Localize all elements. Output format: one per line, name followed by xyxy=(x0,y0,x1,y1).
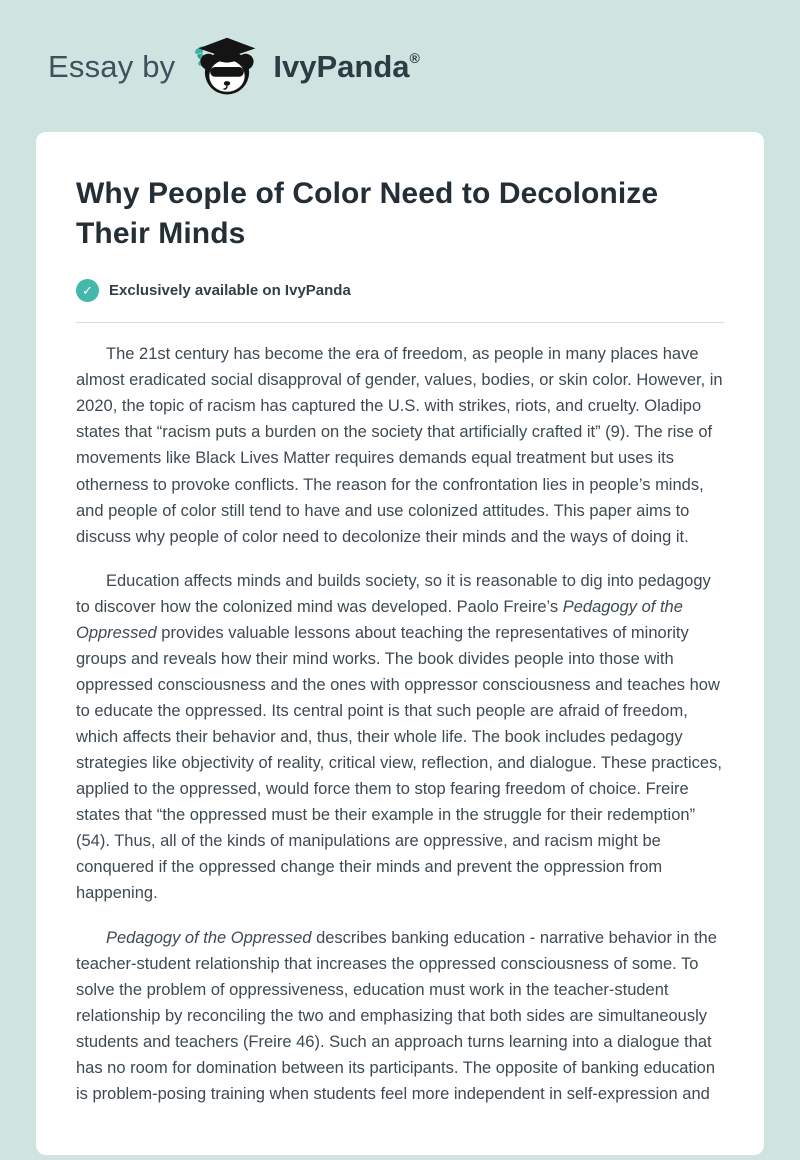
essay-by-label: Essay by xyxy=(48,49,176,84)
paragraph-text: provides valuable lessons about teaching the representatives of minority groups and reveals how their mind works. The book divides people into those with oppressed consciousness and the ones with oppressor consciousness and teaches how to educate the oppressed. Its central point is that such people are afraid of freedom, which affects their behavior and, thus, their whole life. The book includes pedagogy strategies like objectivity of reality, critical view, reflection, and dialogue. These practices, applied to the oppressed, would force them to stop fearing freedom of choice. Freire states that “the oppressed must be their example in the struggle for their redemption” (54). Thus, all of the kinds of manipulations are oppressive, and racism might be conquered if the oppressed change their minds and prevent the oppression from happening. xyxy=(76,623,722,903)
brand-wordmark xyxy=(273,49,419,85)
paragraph-text: Education affects minds and builds society, so it is reasonable to dig into pedagogy to discover how the colonized mind was developed. Paolo Freire’s xyxy=(76,571,711,616)
brand-name: IvyPanda xyxy=(273,49,410,84)
essay-card xyxy=(36,132,764,1155)
registered-mark: ® xyxy=(409,50,420,66)
essay-title: Why People of Color Need to Decolonize Their Minds xyxy=(76,177,659,250)
availability-badge xyxy=(76,279,724,302)
book-title-italic: Pedagogy of the Oppressed xyxy=(76,597,683,642)
page-header xyxy=(0,0,800,100)
book-title-italic: Pedagogy of the Oppressed xyxy=(106,928,312,947)
ivypanda-panda-logo-icon xyxy=(191,36,263,98)
paragraph-text: The 21st century has become the era of freedom, as people in many places have almost eradicated social disapproval of gender, values, bodies, or skin color. However, in 2020, the topic of racism has captured the U.S. with strikes, riots, and cruelty. Oladipo states that “racism puts a burden on the society that artificially crafted it” (9). The rise of movements like Black Lives Matter requires demands equal treatment but uses its otherness to provoke conflicts. The reason for the confrontation lies in people’s minds, and people of color still tend to have and use colonized attitudes. This paper aims to discuss why people of color need to decolonize their minds and the ways of doing it. xyxy=(76,345,723,546)
check-icon: ✓ xyxy=(76,279,99,302)
essay-paragraph xyxy=(76,925,724,1107)
essay-body xyxy=(76,341,724,1107)
essay-paragraph xyxy=(76,568,724,907)
divider xyxy=(76,322,724,323)
availability-text: Exclusively available on IvyPanda xyxy=(109,282,351,300)
paragraph-text: describes banking education - narrative behavior in the teacher-student relationship that increases the oppressed consciousness of some. To solve the problem of oppressiveness, education must work in the teacher-student relationship by reconciling the two and emphasizing that both sides are simultaneously students and teachers (Freire 46). Such an approach turns learning into a dialogue that has no room for domination between its participants. The opposite of banking education is problem-posing training when students feel more independent in self-expression and xyxy=(76,928,717,1103)
essay-paragraph xyxy=(76,341,724,550)
